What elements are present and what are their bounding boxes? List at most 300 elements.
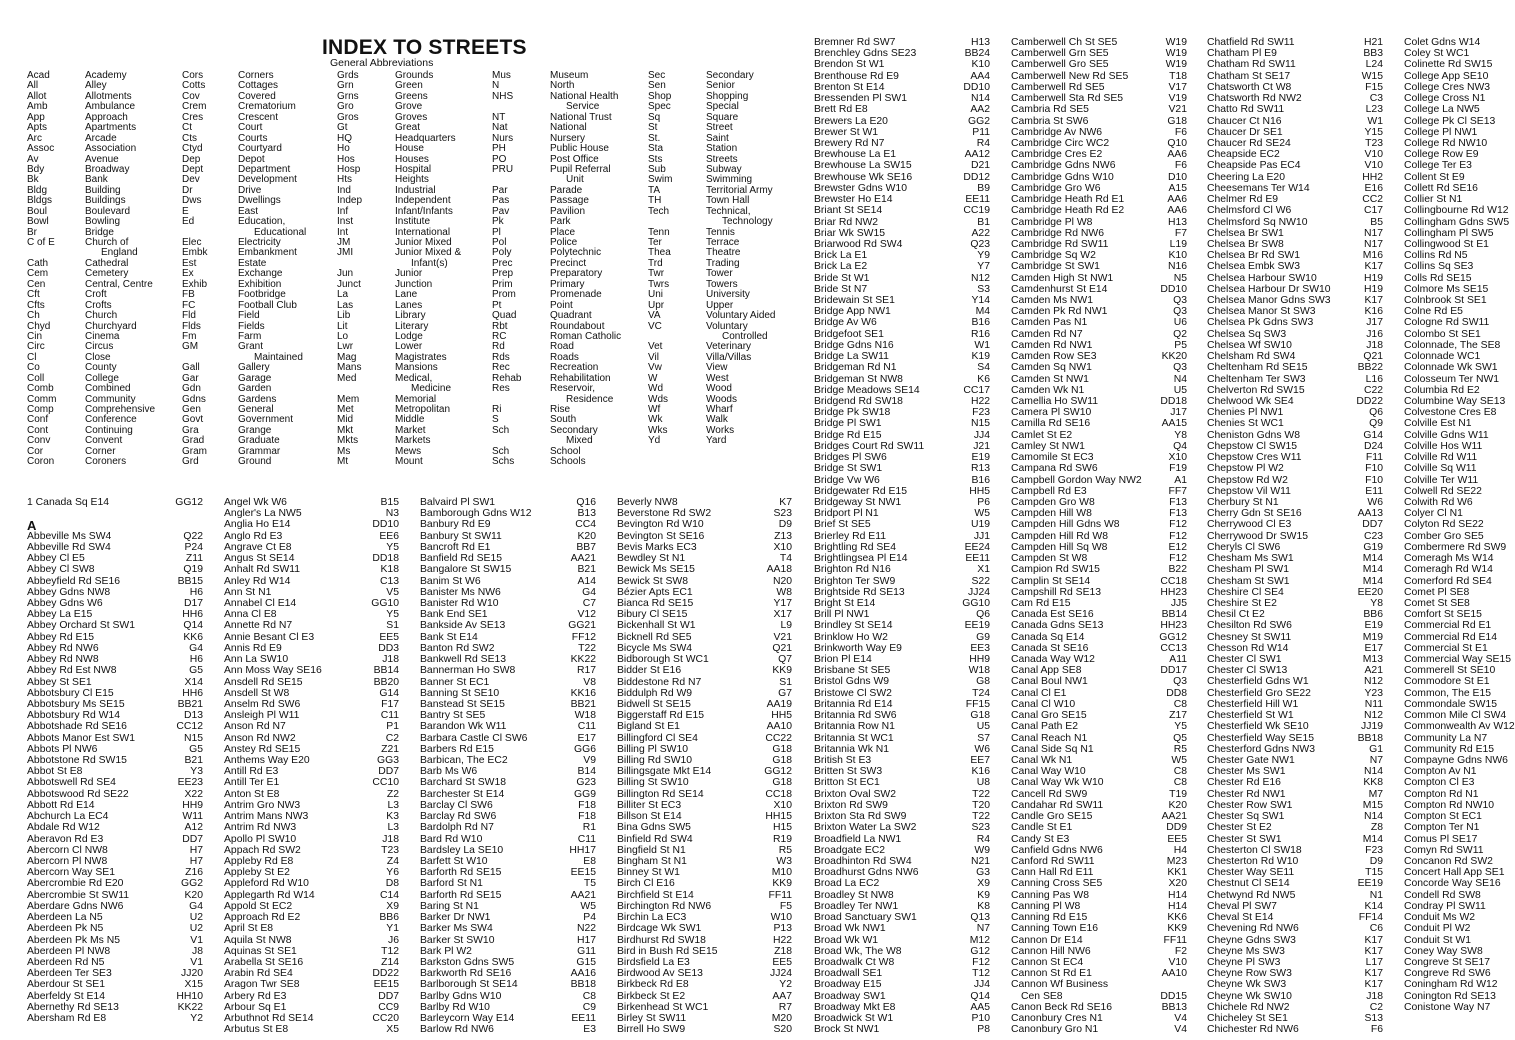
street-entry <box>1207 217 1383 228</box>
abbreviation-row <box>337 311 461 321</box>
street-entry <box>420 576 596 587</box>
grid-reference: J18 <box>382 654 399 666</box>
grid-reference: HH15 <box>765 811 792 823</box>
grid-reference: KK9 <box>772 878 792 890</box>
abbreviation-meaning: School <box>550 445 581 457</box>
street-name: Aquila St NW8 <box>224 934 292 946</box>
street-name: Cambridge Heath Rd E2 <box>1011 205 1125 217</box>
street-entry <box>27 721 203 732</box>
grid-reference: Z17 <box>1169 710 1187 722</box>
grid-reference: BB13 <box>1161 1001 1187 1013</box>
street-name: Chesham Ms SW1 <box>1207 553 1294 565</box>
street-entry <box>1207 890 1383 901</box>
street-name: Bridge St SW1 <box>814 463 883 475</box>
street-entry <box>1404 889 1481 901</box>
street-name: Abbeville Rd SW4 <box>27 541 111 553</box>
grid-reference: X10 <box>1168 452 1187 464</box>
abbreviation-meaning: Secondary <box>550 424 598 436</box>
grid-reference: W1 <box>1367 115 1383 127</box>
grid-reference: H13 <box>1167 216 1187 228</box>
street-entry <box>814 744 990 755</box>
abbreviation-meaning: East <box>238 205 259 217</box>
street-name: Chester St E2 <box>1207 822 1272 834</box>
street-name: Bridewain St SE1 <box>814 295 895 307</box>
street-entry <box>617 755 792 766</box>
abbreviation-meaning: Medicine <box>411 383 452 395</box>
street-name: Colville Rd W11 <box>1404 452 1478 464</box>
abbreviation-meaning: Cathedral <box>85 257 129 269</box>
abbreviation-meaning: Association <box>85 143 137 155</box>
abbreviation-meaning: Heights <box>395 174 429 186</box>
grid-reference: B22 <box>1168 564 1187 576</box>
abbreviation-meaning: Garage <box>238 372 272 384</box>
grid-reference: L3 <box>387 799 399 811</box>
grid-reference: G18 <box>1167 115 1187 127</box>
street-name: Compton Rd N1 <box>1404 788 1479 800</box>
street-entry <box>617 733 792 744</box>
street-entry <box>1011 688 1187 699</box>
street-name: Brewster Ho E14 <box>814 194 893 206</box>
street-entry <box>224 710 399 721</box>
street-entry <box>1207 721 1383 732</box>
street-name: Broadway E15 <box>814 979 882 991</box>
street-name: Barfett St W10 <box>420 856 488 867</box>
street-name: Canal Side Sq N1 <box>1011 743 1094 755</box>
grid-reference: M14 <box>1362 575 1383 587</box>
street-name: Campden Hill Sq W8 <box>1011 541 1108 553</box>
street-entry <box>420 654 596 665</box>
street-name: Aberdeen Pl NW8 <box>27 945 111 957</box>
abbreviation-meaning: Exchange <box>238 268 283 280</box>
street-name: Compton Ter N1 <box>1404 822 1480 834</box>
grid-reference: X10 <box>773 541 792 553</box>
street-name: Colville Sq W11 <box>1404 463 1477 475</box>
grid-reference: KK6 <box>1167 912 1187 924</box>
street-name: Brisbane St SE5 <box>814 665 891 677</box>
grid-reference: AA12 <box>964 149 990 161</box>
street-name: Chepstow Cres W11 <box>1207 452 1302 464</box>
street-entry <box>617 856 792 867</box>
street-entry <box>420 856 596 867</box>
street-entry <box>1404 37 1481 48</box>
street-name: College Row E9 <box>1404 149 1479 161</box>
abbreviation-meaning: Street <box>706 122 733 134</box>
grid-reference: KK9 <box>1167 923 1187 935</box>
grid-reference: H19 <box>1363 283 1383 295</box>
street-name: Collingbourne Rd W12 <box>1404 205 1509 217</box>
abbreviation-meaning: Bridge <box>85 226 114 238</box>
street-entry <box>1404 485 1482 497</box>
street-entry <box>1404 979 1498 991</box>
street-name: Campden Hill W8 <box>1011 508 1092 520</box>
street-entry <box>1207 632 1383 643</box>
street-name: Barlow Rd NW6 <box>420 1024 494 1036</box>
abbreviation-meaning: Road <box>550 341 574 353</box>
abbreviation-code: Gt <box>337 122 348 134</box>
street-name: Broadley Ter NW1 <box>814 900 899 912</box>
street-entry <box>1207 59 1383 70</box>
street-entry <box>814 205 990 216</box>
grid-reference: Y7 <box>977 261 990 273</box>
grid-reference: M14 <box>1362 553 1383 565</box>
street-name: Briar Rd NW2 <box>814 216 879 228</box>
street-name: Chesterfield Hill W1 <box>1207 698 1299 710</box>
abbreviation-code: Par <box>492 184 508 196</box>
abbreviation-code: Fm <box>182 330 197 342</box>
street-entry <box>1011 284 1187 295</box>
abbreviation-code: Mem <box>337 393 360 405</box>
grid-reference: E19 <box>1364 620 1383 632</box>
street-entry <box>224 576 399 587</box>
street-name: Coley St WC1 <box>1404 48 1470 60</box>
street-entry <box>617 564 792 575</box>
grid-reference: Q4 <box>1173 440 1187 452</box>
grid-reference: CC9 <box>378 1001 399 1013</box>
street-name: Abbey Rd NW6 <box>27 642 99 654</box>
street-name: Chelsea Manor St SW3 <box>1207 306 1316 318</box>
street-entry <box>1404 935 1470 946</box>
street-name: Chelsea Harbour SW10 <box>1207 272 1317 284</box>
street-name: Abbey Rd Est NW8 <box>27 665 117 677</box>
street-entry <box>1207 261 1383 272</box>
grid-reference: CC10 <box>372 777 399 789</box>
street-entry <box>224 654 399 665</box>
street-entry <box>1011 475 1187 486</box>
street-entry <box>1404 418 1470 429</box>
grid-reference: CC17 <box>963 384 990 396</box>
abbreviation-code: Chyd <box>27 320 51 332</box>
grid-reference: U2 <box>189 912 203 924</box>
street-name: Congreve St SE17 <box>1404 956 1491 968</box>
street-name: Aberdour St SE1 <box>27 979 105 991</box>
street-name: Abchurch La EC4 <box>27 811 109 823</box>
street-name: Canada Sq E14 <box>1011 631 1085 643</box>
grid-reference: H22 <box>772 934 792 946</box>
abbreviation-meaning: Parade <box>550 184 583 196</box>
grid-reference: K17 <box>1364 295 1383 307</box>
grid-reference: EE23 <box>177 777 203 789</box>
street-entry <box>814 553 990 564</box>
abbreviation-meaning: Literary <box>395 320 429 332</box>
street-name: Bina Gdns SW5 <box>617 822 691 834</box>
street-name: Beverly NW8 <box>617 497 678 508</box>
grid-reference: F18 <box>578 799 596 811</box>
grid-reference: G5 <box>189 665 203 677</box>
street-entry <box>814 766 990 777</box>
street-name: Cheval St E14 <box>1207 912 1274 924</box>
abbreviation-meaning: Bank <box>85 174 108 186</box>
street-entry <box>1404 205 1509 217</box>
street-entry <box>1011 632 1187 643</box>
street-name: Canal App SE8 <box>1011 665 1082 677</box>
street-entry <box>1207 441 1383 452</box>
grid-reference: T15 <box>1365 867 1383 879</box>
abbreviation-code: Apts <box>27 122 48 134</box>
abbreviation-code: Inf <box>337 205 349 217</box>
grid-reference: V5 <box>386 586 399 598</box>
abbreviation-code: Gra <box>182 424 199 436</box>
abbreviation-code: Poly <box>492 247 512 259</box>
street-name: Canada St SE16 <box>1011 642 1089 654</box>
grid-reference: E8 <box>583 856 596 867</box>
abbreviation-meaning: Ground <box>238 456 272 468</box>
abbreviation-meaning: Voluntary Aided <box>706 310 776 322</box>
abbreviation-code: C of E <box>27 237 55 248</box>
abbreviation-code: Lo <box>337 330 349 342</box>
street-name: Appleby St E2 <box>224 867 290 879</box>
grid-reference: HH2 <box>1362 171 1383 183</box>
grid-reference: S4 <box>977 362 990 374</box>
grid-reference: K18 <box>380 564 399 576</box>
abbreviation-meaning: Crofts <box>85 299 112 311</box>
street-name: Canal Reach N1 <box>1011 732 1088 744</box>
street-name: Bankwell Rd SE13 <box>420 654 507 666</box>
street-name: Bingfield St N1 <box>617 844 686 856</box>
street-entry <box>420 632 596 643</box>
street-entry <box>1207 430 1383 441</box>
street-entry <box>1207 295 1383 306</box>
abbreviation-row <box>337 384 461 394</box>
street-name: Broad La EC2 <box>814 878 880 890</box>
street-entry <box>1011 721 1187 732</box>
grid-reference: W8 <box>776 586 792 598</box>
street-entry <box>1207 777 1383 788</box>
abbreviation-meaning: Broadway <box>85 163 130 175</box>
grid-reference: HH17 <box>569 844 596 856</box>
street-name: Anson Rd NW2 <box>224 732 296 744</box>
street-entry <box>1207 609 1383 620</box>
street-entry <box>224 553 399 564</box>
grid-reference: Y3 <box>190 766 203 778</box>
grid-reference: EE11 <box>965 194 990 206</box>
street-entry <box>420 766 596 777</box>
street-name: Barforth Rd SE15 <box>420 889 502 901</box>
street-name: Anstey Rd SE15 <box>224 743 301 755</box>
street-entry <box>814 822 990 833</box>
grid-reference: BB14 <box>373 665 399 677</box>
street-name: Chenies St WC1 <box>1207 418 1284 430</box>
grid-reference: F2 <box>1174 945 1187 957</box>
street-entry <box>617 632 792 643</box>
street-name: Banning St SE10 <box>420 687 500 699</box>
street-name: Canal Way Wk W10 <box>1011 777 1104 789</box>
street-entry <box>27 553 203 564</box>
abbreviation-meaning: Farm <box>238 330 262 342</box>
street-name: Chelsea Br SW1 <box>1207 227 1284 239</box>
street-entry <box>420 935 596 946</box>
street-name: Abbotsbury Ms SE15 <box>27 698 125 710</box>
street-entry <box>1011 71 1187 82</box>
grid-reference: J21 <box>973 440 990 452</box>
street-entry <box>1404 227 1494 239</box>
abbreviation-meaning: Nursery <box>550 132 586 144</box>
street-name: Bridge Gdns N16 <box>814 339 894 351</box>
abbreviation-code: Schs <box>492 456 515 468</box>
street-entry <box>1404 553 1494 565</box>
street-name: Chester Rd NW1 <box>1207 788 1286 800</box>
street-entry <box>1011 867 1187 878</box>
street-name: Abbey St SE1 <box>27 676 92 688</box>
abbreviation-meaning: Dwellings <box>238 195 281 207</box>
street-entry <box>420 777 596 788</box>
street-entry <box>814 497 990 508</box>
street-entry <box>224 609 399 620</box>
street-name: Bridge Vw W6 <box>814 474 880 486</box>
street-entry <box>814 1013 990 1024</box>
grid-reference: Q14 <box>183 620 203 632</box>
abbreviation-row <box>27 384 155 394</box>
abbreviation-meaning: Markets <box>395 435 431 447</box>
grid-reference: K17 <box>1364 968 1383 980</box>
street-name: British St E3 <box>814 755 872 766</box>
grid-reference: W18 <box>968 665 990 677</box>
grid-reference: HH23 <box>1160 620 1187 632</box>
abbreviation-code: Gdns <box>182 393 206 405</box>
abbreviation-row <box>182 457 306 467</box>
grid-reference: S20 <box>773 1024 792 1036</box>
abbreviation-code: Bldgs <box>27 195 53 207</box>
street-name: Colville Ter W11 <box>1404 474 1479 486</box>
abbreviation-code: Av <box>27 153 39 165</box>
street-entry <box>420 688 596 699</box>
street-name: Abbey Rd E15 <box>27 631 95 643</box>
street-name: Chichele Rd NW2 <box>1207 1001 1290 1013</box>
street-name: Antrim Mans NW3 <box>224 811 309 823</box>
grid-reference: EE24 <box>964 541 990 553</box>
street-entry <box>1207 385 1383 396</box>
street-entry <box>1207 306 1383 317</box>
street-entry <box>1011 486 1187 497</box>
street-name: Barforth Rd SE15 <box>420 867 502 879</box>
street-entry <box>1404 631 1497 643</box>
grid-reference: Q13 <box>970 912 990 924</box>
grid-reference: E17 <box>577 732 596 744</box>
abbreviation-code: Thea <box>648 247 671 259</box>
street-name: Broadway Mkt E8 <box>814 1001 896 1013</box>
abbreviation-code: Co <box>27 362 40 374</box>
street-name: Banstead St SE15 <box>420 698 505 710</box>
grid-reference: Q19 <box>183 564 203 576</box>
street-entry <box>1404 362 1498 374</box>
grid-reference: Q16 <box>576 497 596 508</box>
street-entry <box>420 957 596 968</box>
abbreviation-code: Shop <box>648 90 672 102</box>
street-entry <box>1011 811 1187 822</box>
grid-reference: P8 <box>977 1024 990 1036</box>
abbreviation-code: Dr <box>182 184 193 196</box>
street-name: Brixton Oval SW2 <box>814 788 896 800</box>
abbreviation-code: Junct <box>337 278 361 290</box>
abbreviation-code: Grd <box>182 456 199 468</box>
street-name: Community Rd E15 <box>1404 743 1495 755</box>
street-column <box>1404 37 1515 1013</box>
street-entry <box>1207 957 1383 968</box>
street-name: Brewster Gdns W10 <box>814 182 907 194</box>
street-entry <box>1404 194 1470 205</box>
street-name: Cambridge Gdns W10 <box>1011 171 1114 183</box>
street-entry <box>420 979 596 990</box>
grid-reference: N12 <box>970 272 990 284</box>
street-entry <box>1207 912 1383 923</box>
street-entry <box>1404 620 1492 632</box>
street-entry <box>1011 542 1187 553</box>
street-name: Bremner Rd SW7 <box>814 37 896 48</box>
street-name: Abbots Manor Est SW1 <box>27 732 135 744</box>
grid-reference: F11 <box>1365 452 1383 464</box>
street-name: Billiter St EC3 <box>617 799 682 811</box>
street-name: Biggerstaff Rd E15 <box>617 710 705 722</box>
abbreviation-code: Cotts <box>182 80 206 92</box>
grid-reference: H6 <box>189 586 203 598</box>
street-column <box>1207 37 1383 1035</box>
street-entry <box>1207 968 1383 979</box>
street-name: Bicknell Rd SE5 <box>617 631 692 643</box>
street-entry <box>224 699 399 710</box>
street-name: Bright St E14 <box>814 597 876 609</box>
street-entry <box>1011 430 1187 441</box>
abbreviation-meaning: Trading <box>706 257 740 269</box>
street-entry <box>1404 250 1470 261</box>
street-entry <box>1011 744 1187 755</box>
street-name: Camden Pk Rd NW1 <box>1011 306 1108 318</box>
grid-reference: EE7 <box>970 755 990 766</box>
grid-reference: F13 <box>1169 508 1187 520</box>
grid-reference: KK16 <box>570 687 596 699</box>
grid-reference: M14 <box>1362 564 1383 576</box>
street-entry <box>1207 935 1383 946</box>
street-entry <box>1404 811 1482 823</box>
grid-reference: BB21 <box>177 698 203 710</box>
abbreviation-code: Cors <box>182 70 204 81</box>
street-entry <box>617 789 792 800</box>
street-entry <box>1011 317 1187 328</box>
street-name: Birchington Rd NW6 <box>617 900 712 912</box>
grid-reference: G4 <box>582 586 596 598</box>
abbreviation-meaning: Houses <box>395 153 429 165</box>
grid-reference: R7 <box>778 1001 792 1013</box>
grid-reference: HH5 <box>771 710 792 722</box>
street-name: Bancroft Rd E1 <box>420 541 491 553</box>
grid-reference: S1 <box>779 676 792 688</box>
street-entry <box>27 688 203 699</box>
abbreviation-row <box>492 384 621 394</box>
street-entry <box>1207 497 1383 508</box>
grid-reference: K3 <box>386 811 399 823</box>
grid-reference: Q9 <box>1369 418 1383 430</box>
grid-reference: KK22 <box>177 1001 203 1013</box>
street-entry <box>1011 1013 1187 1024</box>
street-name: Annie Besant Cl E3 <box>224 631 315 643</box>
street-entry <box>617 766 792 777</box>
street-name: Cambridge St SW1 <box>1011 261 1100 273</box>
street-name: Canning Town E16 <box>1011 923 1099 935</box>
street-entry <box>814 699 990 710</box>
street-name: College Cross N1 <box>1404 93 1486 105</box>
street-entry <box>617 811 792 822</box>
street-name: Barbara Castle Cl SW6 <box>420 732 528 744</box>
abbreviation-meaning: Tower <box>706 268 733 280</box>
street-name: Cancell Rd SW9 <box>1011 788 1088 800</box>
street-name: Bardsley La SE10 <box>420 844 504 856</box>
grid-reference: AA15 <box>1161 418 1187 430</box>
abbreviation-meaning: Towers <box>706 278 738 290</box>
grid-reference: K17 <box>1364 261 1383 273</box>
street-name: April St E8 <box>224 923 274 935</box>
abbreviation-code: Pas <box>492 195 510 207</box>
grid-reference: HH5 <box>969 485 990 497</box>
grid-reference: B21 <box>577 564 596 576</box>
street-entry <box>1404 564 1493 576</box>
